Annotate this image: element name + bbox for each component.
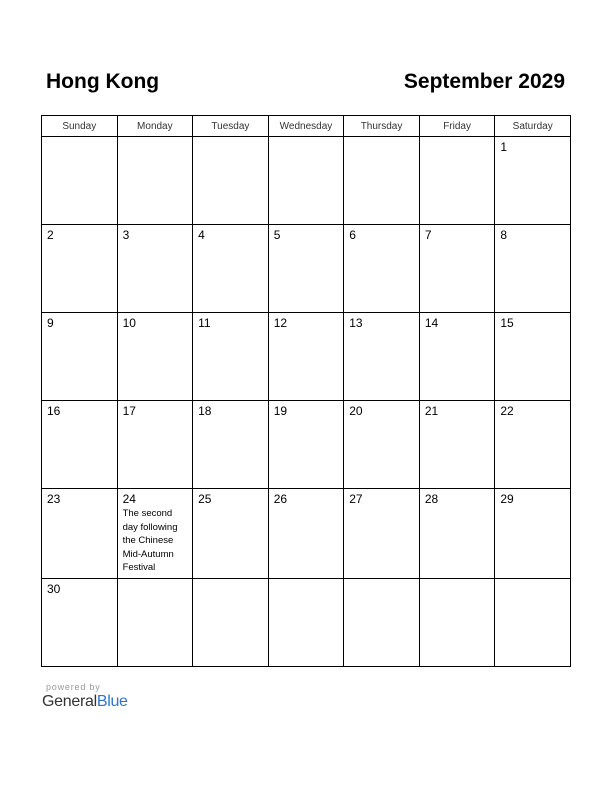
day-number: 15 [500,316,514,330]
day-cell [268,489,344,579]
day-number: 8 [500,228,508,242]
day-cell [344,578,420,666]
week-row [42,401,571,489]
region-title: Hong Kong [46,70,160,93]
day-cell [117,489,193,579]
weekday-header: Thursday [344,116,420,137]
day-cell [117,137,193,225]
day-cell [193,578,269,666]
day-cell [42,225,118,313]
weekday-header: Sunday [42,116,118,137]
day-cell [419,578,495,666]
day-number: 24 [122,492,136,506]
day-cell [42,489,118,579]
weekday-header: Monday [117,116,193,137]
weekday-header: Friday [419,116,495,137]
day-number: 16 [47,404,61,418]
brand-blue-text: Blue [96,693,128,710]
day-number: 12 [273,316,288,330]
day-cell [419,489,495,579]
generalblue-logo[interactable] [42,693,128,711]
day-cell [42,137,118,225]
day-number: 25 [198,492,212,506]
day-cell [42,313,118,401]
day-number: 13 [349,316,363,330]
day-cell [268,225,344,313]
day-number: 2 [47,228,54,242]
day-cell [419,401,495,489]
day-cell [495,225,571,313]
day-cell [344,401,420,489]
day-number: 9 [47,316,54,330]
week-row [42,578,571,666]
day-cell [344,225,420,313]
weekday-header: Saturday [495,116,571,137]
day-cell [117,578,193,666]
day-cell [495,137,571,225]
weekday-header: Tuesday [193,116,269,137]
weekday-header: Wednesday [268,116,344,137]
week-row [42,225,571,313]
day-cell [117,401,193,489]
week-row [42,489,571,579]
day-number: 23 [47,492,61,506]
day-cell [193,225,269,313]
day-number: 20 [349,404,363,418]
day-cell [268,137,344,225]
day-cell [419,225,495,313]
day-cell [344,489,420,579]
day-number: 22 [500,404,514,418]
day-number: 17 [122,404,136,418]
day-number: 26 [273,492,288,506]
day-number: 28 [424,492,439,506]
brand-general-text: General [42,693,97,710]
week-row [42,313,571,401]
powered-by-label: powered by [46,682,101,692]
day-cell [344,137,420,225]
day-cell [268,313,344,401]
day-number: 6 [349,228,356,242]
day-number: 21 [424,404,439,418]
day-cell [495,489,571,579]
week-row [42,137,571,225]
day-cell [268,401,344,489]
day-number: 1 [500,140,508,154]
day-cell [193,401,269,489]
day-cell [344,313,420,401]
holiday-event: The second day following the Chinese Mid-Autumn Festival [122,508,178,573]
day-number: 14 [424,316,439,330]
day-cell [42,578,118,666]
day-number: 29 [500,492,514,506]
day-number: 3 [122,228,130,242]
day-cell [495,401,571,489]
day-number: 7 [424,228,432,242]
day-number: 18 [198,404,212,418]
day-cell [193,137,269,225]
day-cell [268,578,344,666]
day-number: 30 [47,581,61,596]
day-cell [193,313,269,401]
calendar-grid [41,115,571,667]
day-cell [495,313,571,401]
day-number: 4 [198,228,205,242]
day-cell [42,401,118,489]
day-number: 19 [273,404,288,418]
weekday-header-row [42,116,571,137]
day-number: 10 [122,316,136,330]
day-cell [117,225,193,313]
day-cell [117,313,193,401]
day-cell [495,578,571,666]
day-number: 11 [198,316,211,330]
day-cell [419,137,495,225]
day-number: 5 [273,228,281,242]
day-cell [419,313,495,401]
day-number: 27 [349,492,363,506]
month-year-title: September 2029 [403,70,565,93]
day-cell [193,489,269,579]
